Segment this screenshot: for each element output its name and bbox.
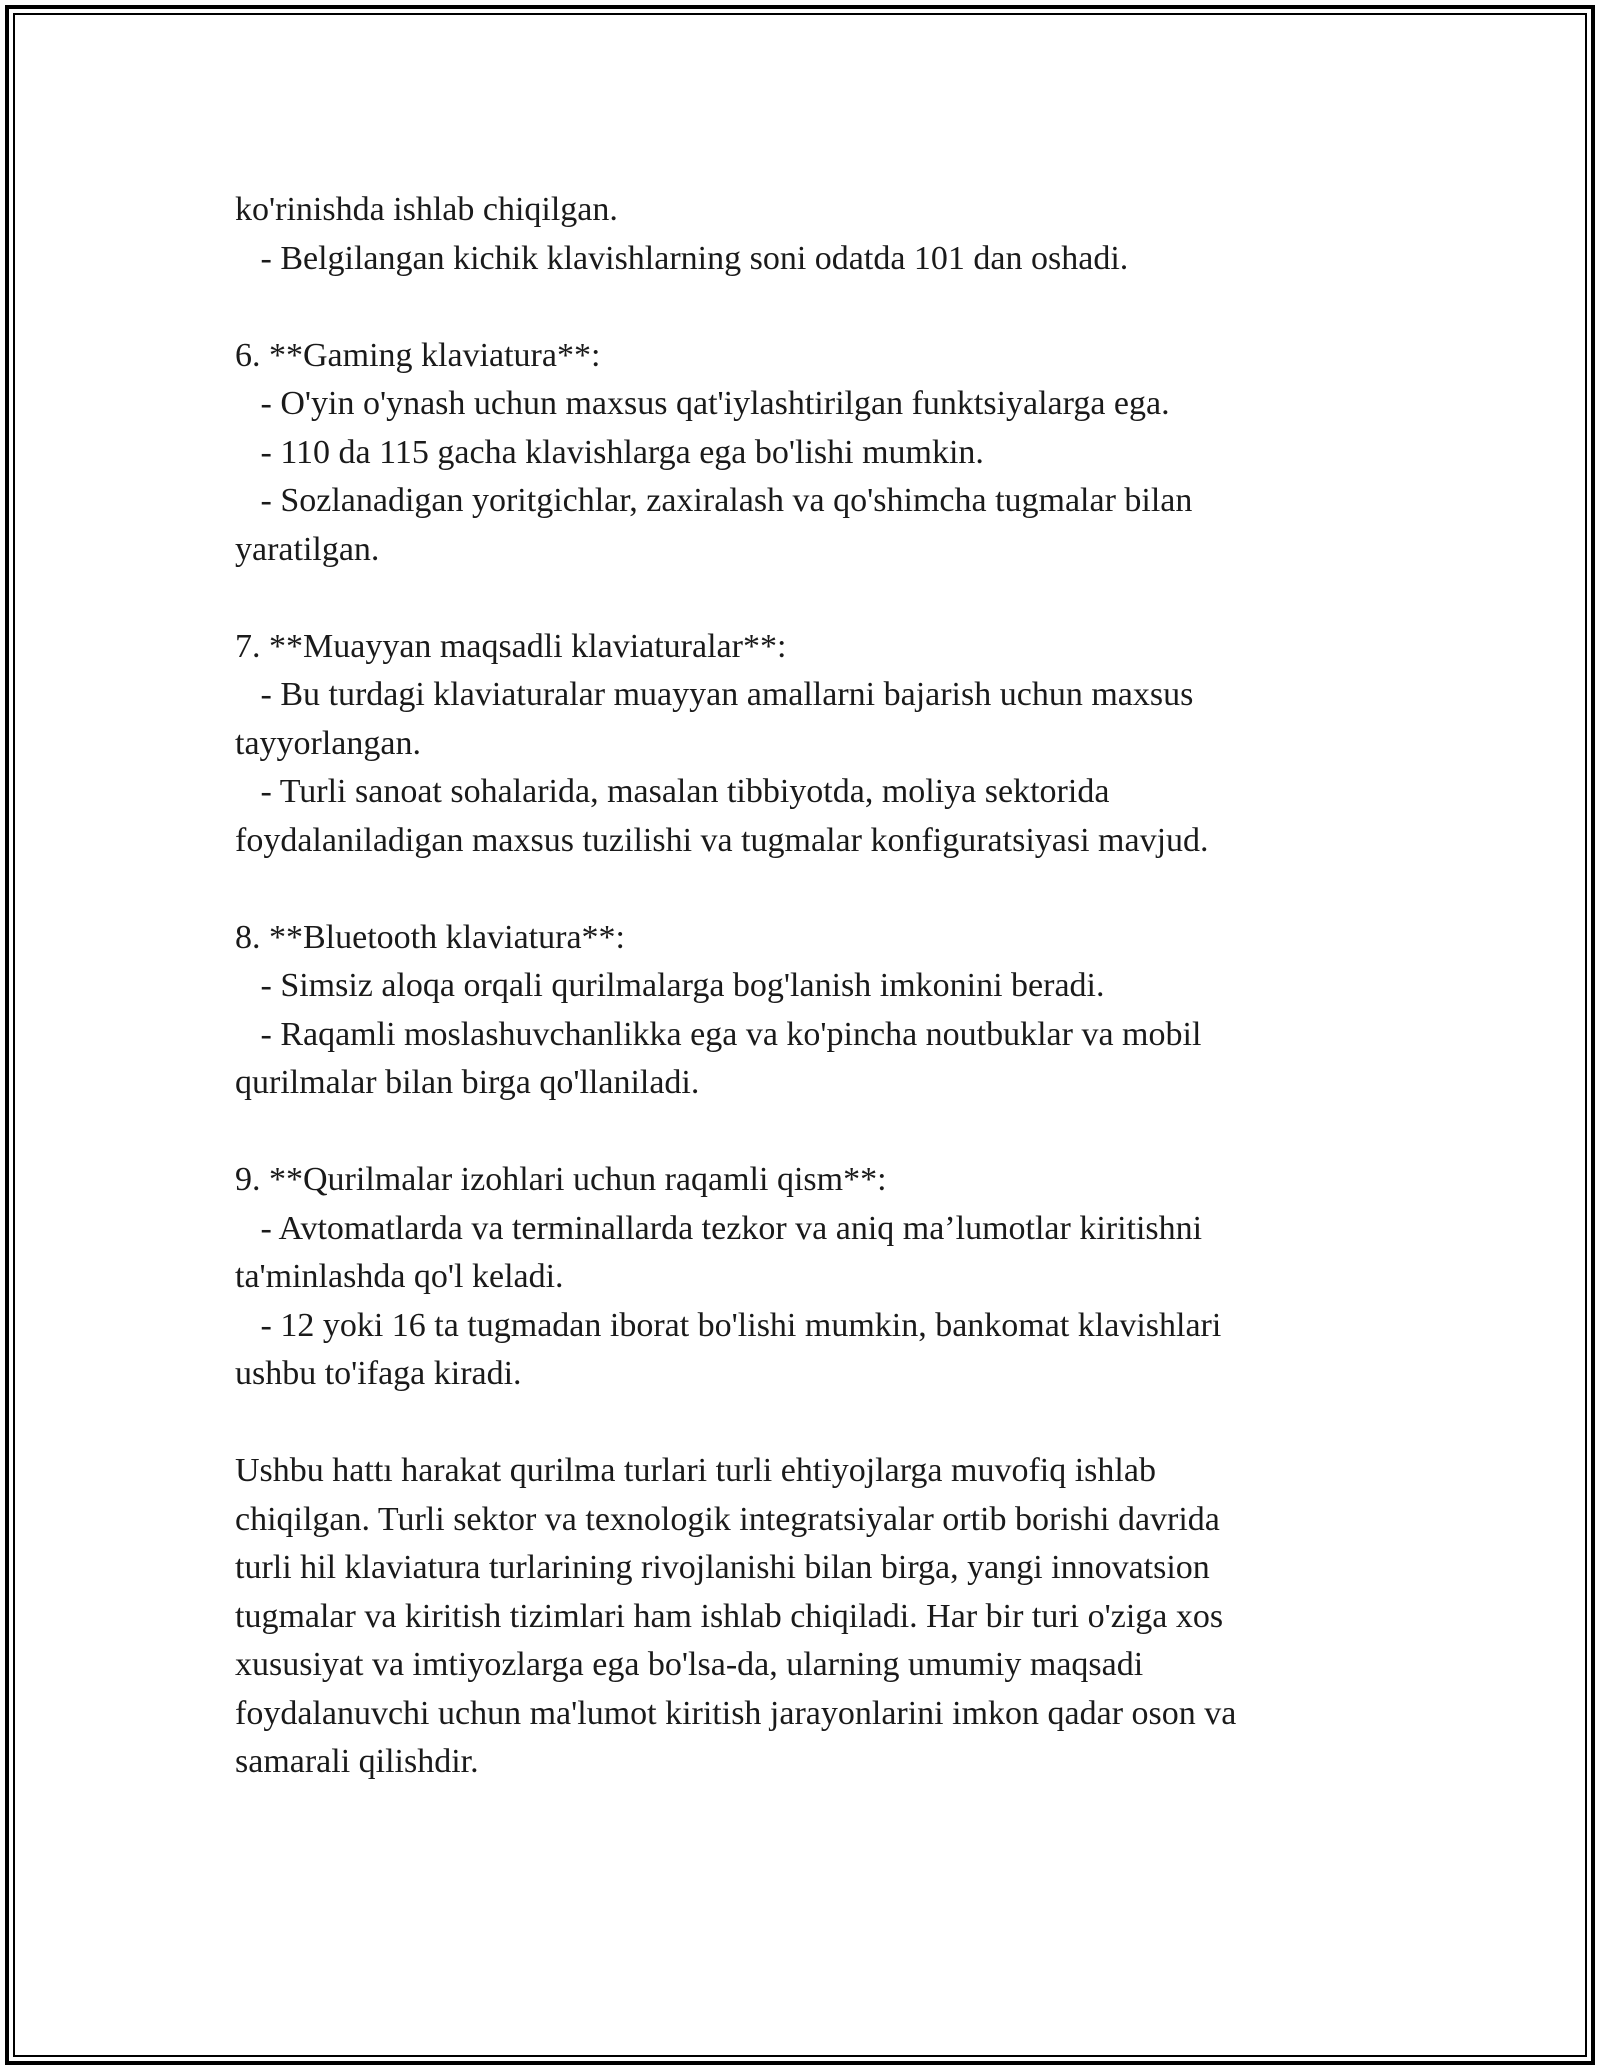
- paragraph-line: chiqilgan. Turli sektor va texnologik integratsiyalar ortib borishi davrida: [235, 1500, 1220, 1538]
- blank-line: [235, 283, 1365, 332]
- paragraph-line: samarali qilishdir.: [235, 1743, 479, 1780]
- paragraph-line: turli hil klaviatura turlarining rivojlanishi bilan birga, yangi innovatsion: [235, 1549, 1210, 1586]
- text-line: yaratilgan.: [235, 530, 380, 568]
- text-line: - Avtomatlarda va terminallarda tezkor va aniq ma’lumotlar kiritishni: [235, 1209, 1203, 1247]
- text-line: foydalaniladigan maxsus tuzilishi va tugmalar konfiguratsiyasi mavjud.: [235, 821, 1209, 859]
- text-line: tayyorlangan.: [235, 724, 421, 762]
- blank-line: [235, 574, 1365, 623]
- text-line: - Sozlanadigan yoritgichlar, zaxiralash va qo'shimcha tugmalar bilan: [235, 482, 1193, 519]
- paragraph-line: xususiyat va imtiyozlarga ega bo'lsa-da, ularning umumiy maqsadi: [235, 1646, 1144, 1683]
- text-line: ko'rinishda ishlab chiqilgan.: [235, 191, 618, 228]
- section-heading: 9. **Qurilmalar izohlari uchun raqamli qism**:: [235, 1161, 887, 1198]
- text-line: - Belgilangan kichik klavishlarning soni odatda 101 dan oshadi.: [235, 239, 1129, 277]
- section-heading: 7. **Muayyan maqsadli klaviaturalar**:: [235, 627, 787, 665]
- text-line: ushbu to'ifaga kiradi.: [235, 1355, 522, 1392]
- blank-line: [235, 1399, 1365, 1448]
- document-body: [235, 186, 1365, 1787]
- text-line: - 12 yoki 16 ta tugmadan iborat bo'lishi mumkin, bankomat klavishlari: [235, 1306, 1222, 1344]
- blank-line: [235, 1108, 1365, 1157]
- paragraph-line: tugmalar va kiritish tizimlari ham ishlab chiqiladi. Har bir turi o'ziga xos: [235, 1597, 1224, 1635]
- paragraph-line: Ushbu hattı harakat qurilma turlari turli ehtiyojlarga muvofiq ishlab: [235, 1452, 1156, 1489]
- text-line: - Bu turdagi klaviaturalar muayyan amallarni bajarish uchun maxsus: [235, 676, 1194, 713]
- blank-line: [235, 865, 1365, 914]
- text-line: - O'yin o'ynash uchun maxsus qat'iylashtirilgan funktsiyalarga ega.: [235, 385, 1170, 422]
- text-line: - 110 da 115 gacha klavishlarga ega bo'lishi mumkin.: [235, 433, 984, 471]
- text-line: - Raqamli moslashuvchanlikka ega va ko'pincha noutbuklar va mobil: [235, 1015, 1202, 1053]
- text-line: ta'minlashda qo'l keladi.: [235, 1258, 564, 1295]
- paragraph-line: foydalanuvchi uchun ma'lumot kiritish jarayonlarini imkon qadar oson va: [235, 1694, 1237, 1732]
- section-heading: 6. **Gaming klaviatura**:: [235, 336, 601, 374]
- section-heading: 8. **Bluetooth klaviatura**:: [235, 918, 625, 956]
- text-line: - Simsiz aloqa orqali qurilmalarga bog'lanish imkonini beradi.: [235, 967, 1105, 1004]
- text-line: - Turli sanoat sohalarida, masalan tibbiyotda, moliya sektorida: [235, 773, 1110, 810]
- text-line: qurilmalar bilan birga qo'llaniladi.: [235, 1064, 700, 1101]
